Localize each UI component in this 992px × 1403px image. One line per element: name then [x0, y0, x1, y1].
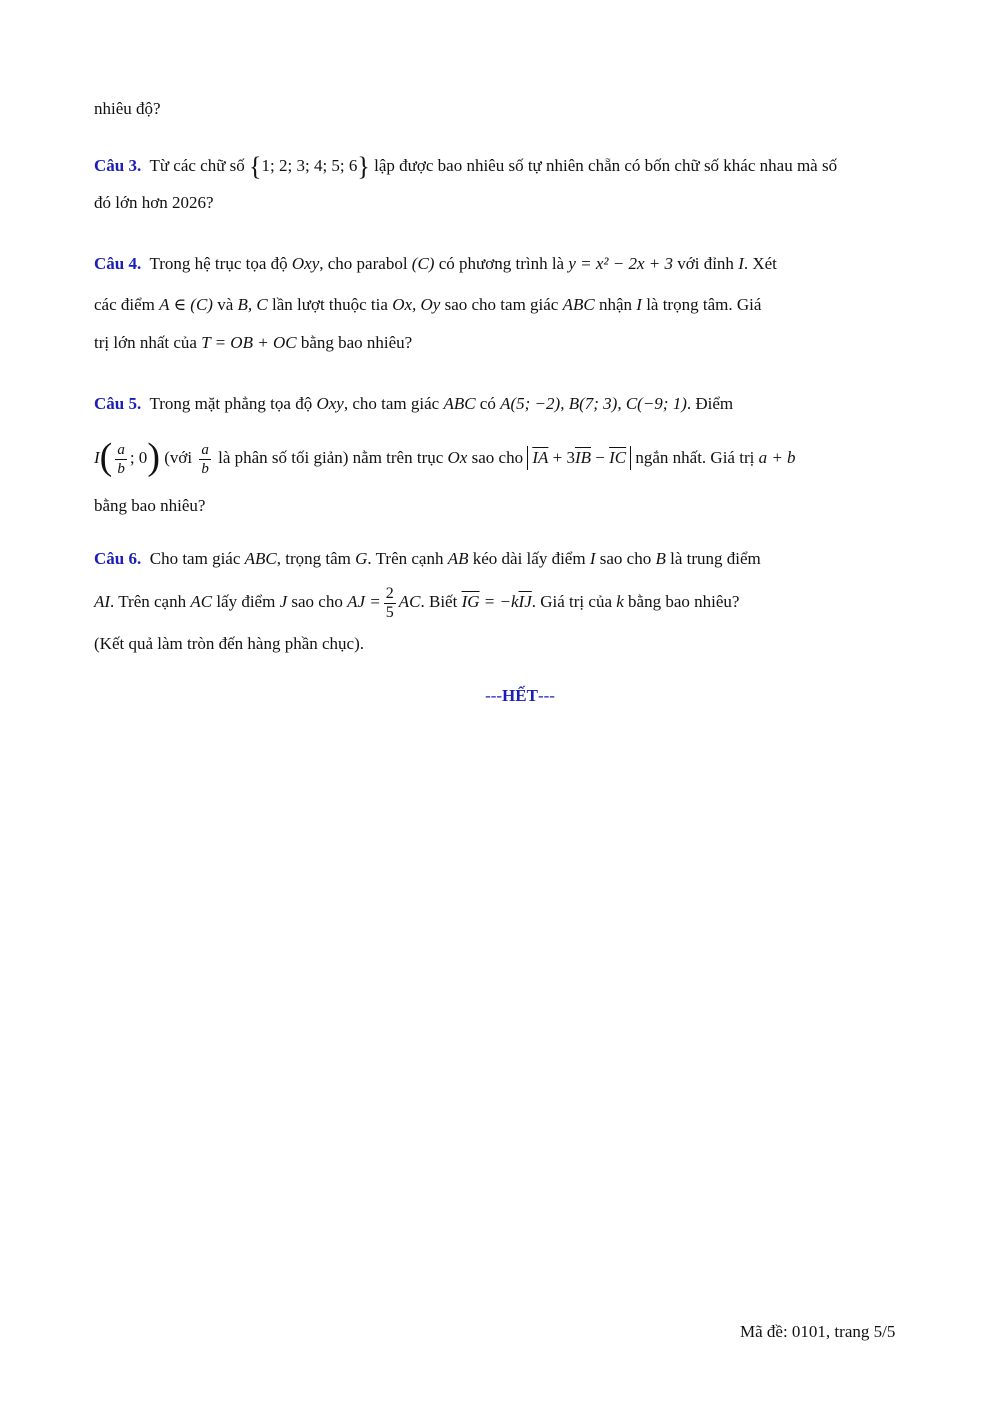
q5-vec-ic: $\overline{IC}$	[609, 448, 627, 467]
q3-text-1: Từ các chữ số	[149, 156, 245, 175]
q5-vec-ib: $\overline{IB}$	[574, 448, 592, 467]
continued-text: nhiêu độ?	[94, 99, 161, 118]
q6-text-1: Cho tam giác	[149, 549, 241, 568]
q6-aj-equals: AJ =	[347, 592, 381, 611]
q4-text-6: các điểm	[94, 295, 155, 314]
q6-text-4: kéo dài lấy điểm	[472, 549, 586, 568]
q5-text-2: , cho tam giác	[343, 394, 440, 413]
q5-triangle-abc: ABC	[443, 394, 476, 413]
q5-text-3: có	[479, 394, 496, 413]
q4-text-10: nhận	[598, 295, 633, 314]
question-5-line-3	[94, 494, 205, 518]
question-3-label: Câu 3.	[94, 156, 142, 175]
q6-frac-num: 2	[385, 584, 394, 602]
q6-vec-ig: $\overline{IG}$	[461, 592, 480, 611]
q4-vertex-i: I	[738, 254, 744, 273]
q5-text-1: Trong mặt phẳng tọa độ	[149, 394, 313, 413]
q6-frac-2-5	[384, 585, 396, 622]
q6-side-ac: AC	[190, 592, 213, 611]
q6-vec-ij: $\overline{IJ}$	[518, 592, 532, 611]
q5-point-c: C(−9; 1)	[625, 394, 687, 413]
end-dash-left: ---	[485, 686, 503, 705]
page-footer	[740, 1322, 895, 1342]
q4-text-8: lần lượt thuộc tia	[272, 295, 388, 314]
q3-question-mark: ?	[205, 193, 214, 212]
q6-text-13: (Kết quả làm tròn đến hàng phần chục).	[94, 634, 365, 653]
q6-point-i: I	[589, 549, 596, 568]
end-text: HẾT	[502, 686, 538, 705]
q3-text-3: đó lớn hơn	[94, 193, 168, 212]
end-marker	[0, 686, 992, 706]
q5-text-6: là phân số tối giản) nằm trên trục	[218, 448, 444, 467]
q4-text-9: sao cho tam giác	[444, 295, 559, 314]
q5-axis-ox: Ox	[447, 448, 468, 467]
digit-set: 1; 2; 3; 4; 5; 6	[261, 156, 358, 175]
end-dash-right: ---	[537, 686, 555, 705]
q5-zero: ; 0	[129, 448, 148, 467]
question-5-line-1: Câu 5. Trong mặt phẳng tọa độ Oxy, cho tam giác ABC có A(5; −2), B(7; 3), C(−9; 1). Điểm	[94, 394, 734, 413]
q5-point-a: A(5; −2)	[500, 394, 561, 413]
question-6-line-1	[94, 547, 761, 571]
q6-text-5: sao cho	[599, 549, 652, 568]
q6-point-j: J	[279, 592, 288, 611]
q6-text-6: là trung điểm	[670, 549, 761, 568]
q5-text-4: . Điểm	[686, 394, 734, 413]
question-4-line-3	[94, 331, 412, 355]
q6-segment-ai: AI	[94, 592, 111, 611]
q5-point-b: B(7; 3)	[568, 394, 618, 413]
q5-text-5: (với	[164, 448, 193, 467]
q5-text-8: ngắn nhất. Giá trị	[635, 448, 755, 467]
q5-vec-ia: $\overline{IA}$	[532, 448, 549, 467]
q4-a-in-c: A ∈ (C)	[159, 295, 213, 314]
continued-text-line	[94, 97, 161, 121]
question-6-line-2	[94, 582, 739, 622]
set-open-brace: {	[249, 152, 262, 181]
set-close-brace: }	[357, 152, 370, 181]
q4-text-1: Trong hệ trục tọa độ	[149, 254, 288, 273]
q5-oxy: Oxy	[316, 394, 344, 413]
q5-frac-num: a	[117, 441, 125, 458]
q5-point-i: I	[94, 448, 100, 467]
q3-text-2: lập được bao nhiêu số tự nhiên chẵn có bốn chữ số khác nhau mà số	[374, 156, 838, 175]
q6-point-b: B	[655, 549, 666, 568]
q5-minus: −	[595, 448, 605, 467]
q6-text-3: . Trên cạnh	[367, 549, 444, 568]
q6-text-2: , trọng tâm	[276, 549, 351, 568]
question-6-label: Câu 6.	[94, 549, 142, 568]
question-3-line-2	[94, 191, 214, 215]
q5-vector-magnitude	[527, 446, 631, 470]
question-4-line-1	[94, 252, 777, 276]
q6-centroid-g: G	[355, 549, 368, 568]
q4-text-2: , cho parabol	[319, 254, 408, 273]
q4-rays: Ox, Oy	[392, 295, 441, 314]
q5-frac-den: b	[117, 460, 125, 477]
q4-points-bc: B, C	[237, 295, 268, 314]
q4-parabol-c: (C)	[411, 254, 435, 273]
q4-text-4: với đỉnh	[677, 254, 734, 273]
q5-frac-ab-2	[199, 441, 211, 478]
q4-oxy: Oxy	[291, 254, 320, 273]
q3-year: 2026	[171, 193, 206, 212]
q5-frac-den-2: b	[201, 460, 209, 477]
q5-frac-num-2: a	[201, 441, 209, 458]
question-4-label: Câu 4.	[94, 254, 142, 273]
q4-text-3: có phương trình là	[438, 254, 565, 273]
q6-k: k	[616, 592, 624, 611]
q4-text-13: bằng bao nhiêu?	[300, 333, 413, 352]
q6-text-10: . Biết	[420, 592, 458, 611]
q4-t-expression: T = OB + OC	[201, 333, 297, 352]
q5-text-7: sao cho	[471, 448, 524, 467]
q5-plus-3: + 3	[552, 448, 575, 467]
q6-side-ab: AB	[447, 549, 469, 568]
q5-frac-ab	[115, 441, 127, 478]
q4-centroid-i: I	[636, 295, 642, 314]
q6-eq-minus-k: = −k	[483, 592, 519, 611]
q4-text-5: . Xét	[743, 254, 777, 273]
question-3-line-1	[94, 154, 837, 180]
q6-triangle-abc: ABC	[244, 549, 277, 568]
q6-text-8: lấy điểm	[216, 592, 276, 611]
question-5-label: Câu 5.	[94, 394, 142, 413]
question-4-line-2	[94, 293, 761, 317]
question-5-line-2: I( $\frac{a}{b}$ ; 0) (với $\frac{a}{b}$ là phân số tối giản) nằm trên trục Ox sao cho $\overline{IA} + 3\overline{IB} - \overline{IC}$ ngắn nhất. Giá trị a + b	[94, 436, 796, 478]
q6-ac: AC	[398, 592, 421, 611]
question-6-line-3	[94, 632, 364, 656]
q4-triangle-abc: ABC	[562, 295, 595, 314]
footer-text: Mã đề: 0101, trang 5/5	[740, 1322, 896, 1341]
q4-text-11: là trọng tâm. Giá	[646, 295, 762, 314]
q6-text-12: bằng bao nhiêu?	[628, 592, 740, 611]
q5-a-plus-b: a + b	[758, 448, 796, 467]
q6-text-7: . Trên cạnh	[110, 592, 187, 611]
q6-text-9: sao cho	[291, 592, 343, 611]
q4-text-7: và	[217, 295, 234, 314]
q6-frac-den: 5	[385, 603, 394, 621]
q6-text-11: . Giá trị của	[531, 592, 612, 611]
q4-text-12: trị lớn nhất của	[94, 333, 197, 352]
q4-equation: y = x² − 2x + 3	[568, 254, 673, 273]
q5-text-9: bằng bao nhiêu?	[94, 496, 206, 515]
